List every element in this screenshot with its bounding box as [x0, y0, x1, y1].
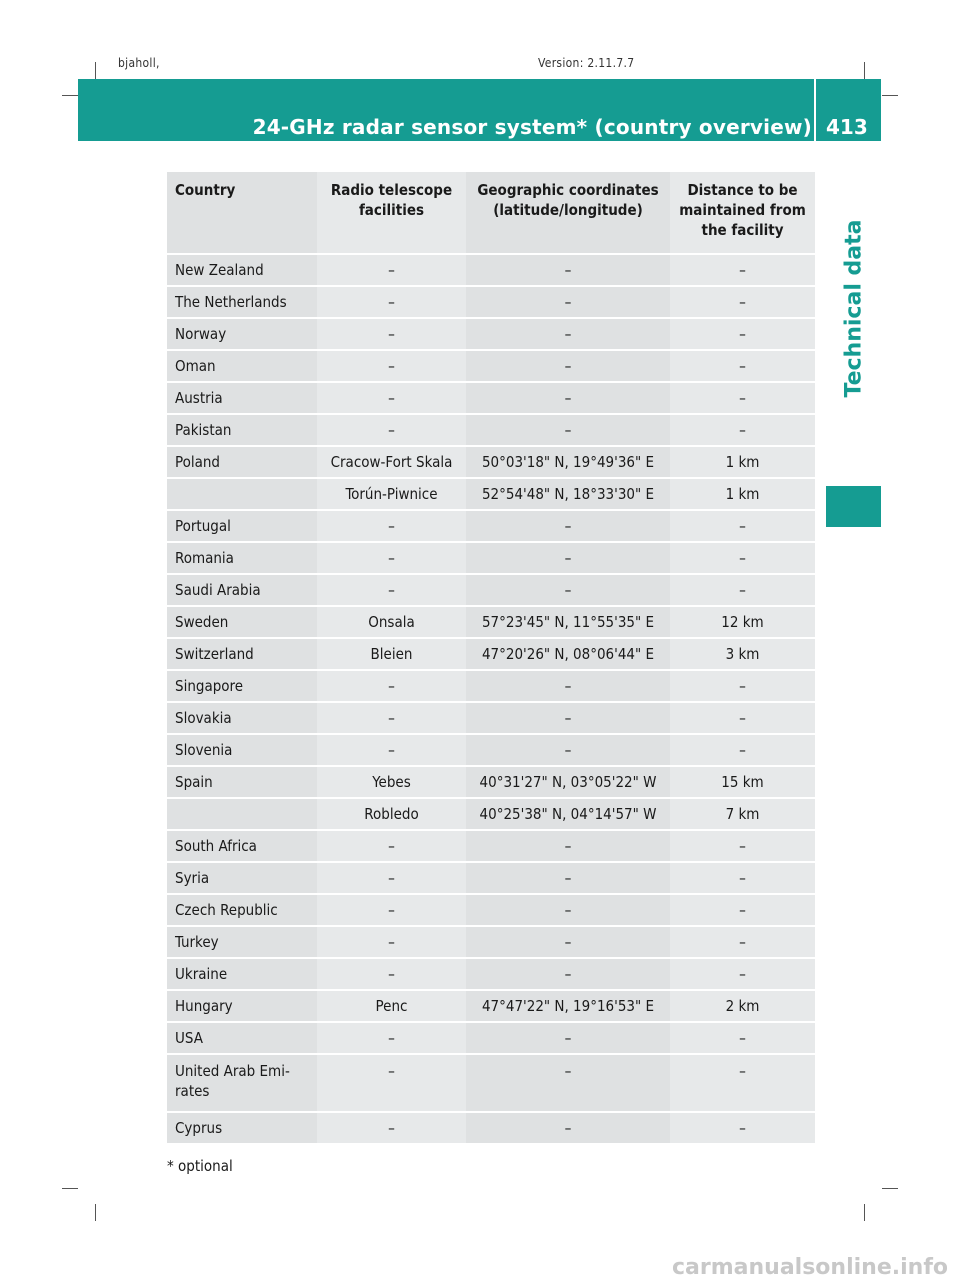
crop-mark [62, 95, 78, 96]
crop-mark [864, 62, 865, 79]
table-row [167, 1112, 815, 1144]
country-cell: Spain [167, 766, 317, 798]
coordinates-cell: – [466, 830, 670, 862]
facility-cell: Torún-Piwnice [317, 478, 466, 510]
crop-mark [95, 62, 96, 79]
facility-cell: – [317, 1022, 466, 1054]
facility-cell: Yebes [317, 766, 466, 798]
coordinates-cell: 52°54'48" N, 18°33'30" E [466, 478, 670, 510]
facility-cell: – [317, 894, 466, 926]
country-cell: Oman [167, 350, 317, 382]
country-overview-table [167, 172, 815, 1145]
facility-cell: – [317, 318, 466, 350]
distance-cell: – [670, 862, 815, 894]
country-cell: USA [167, 1022, 317, 1054]
country-cell: Turkey [167, 926, 317, 958]
table-row [167, 734, 815, 766]
distance-cell: – [670, 670, 815, 702]
header-country: Country [167, 172, 317, 254]
coordinates-cell: – [466, 702, 670, 734]
version-meta: Version: 2.11.7.7 [538, 56, 635, 70]
country-cell: Syria [167, 862, 317, 894]
coordinates-cell: – [466, 894, 670, 926]
table-row [167, 606, 815, 638]
coordinates-cell: 57°23'45" N, 11°55'35" E [466, 606, 670, 638]
table-row [167, 350, 815, 382]
header-distance: Distance to be maintained from the facility [670, 172, 815, 254]
facility-cell: – [317, 958, 466, 990]
country-cell: Hungary [167, 990, 317, 1022]
crop-mark [864, 1204, 865, 1221]
table-row [167, 254, 815, 286]
facility-cell: – [317, 382, 466, 414]
header-coordinates: Geographic coordinates (latitude/longitude) [466, 172, 670, 254]
country-cell: Saudi Arabia [167, 574, 317, 606]
country-cell: Singapore [167, 670, 317, 702]
coordinates-cell: – [466, 350, 670, 382]
facility-cell: – [317, 734, 466, 766]
crop-mark [62, 1188, 78, 1189]
table-row [167, 958, 815, 990]
coordinates-cell: – [466, 542, 670, 574]
table-row [167, 926, 815, 958]
distance-cell: 3 km [670, 638, 815, 670]
author-meta: bjaholl, [118, 56, 160, 70]
distance-cell: – [670, 1112, 815, 1144]
table-row [167, 702, 815, 734]
crop-mark [95, 1204, 96, 1221]
facility-cell: – [317, 510, 466, 542]
facility-cell: Onsala [317, 606, 466, 638]
section-tab [826, 141, 881, 476]
facility-cell: Bleien [317, 638, 466, 670]
header-divider [814, 79, 816, 141]
coordinates-cell: – [466, 1054, 670, 1112]
table-row [167, 1022, 815, 1054]
distance-cell: 15 km [670, 766, 815, 798]
watermark: carmanualsonline.info [672, 1255, 948, 1280]
distance-cell: – [670, 350, 815, 382]
country-cell: Switzerland [167, 638, 317, 670]
coordinates-cell: – [466, 382, 670, 414]
table-row [167, 638, 815, 670]
table-row [167, 318, 815, 350]
table-row [167, 670, 815, 702]
facility-cell: – [317, 926, 466, 958]
distance-cell: – [670, 958, 815, 990]
country-cell: Pakistan [167, 414, 317, 446]
country-cell: Cyprus [167, 1112, 317, 1144]
distance-cell: 1 km [670, 478, 815, 510]
table-row [167, 862, 815, 894]
country-cell: Slovakia [167, 702, 317, 734]
distance-cell: – [670, 414, 815, 446]
table-row [167, 446, 815, 478]
table-row [167, 894, 815, 926]
coordinates-cell: – [466, 958, 670, 990]
facility-cell: Cracow-Fort Skala [317, 446, 466, 478]
coordinates-cell: 47°20'26" N, 08°06'44" E [466, 638, 670, 670]
facility-cell: – [317, 542, 466, 574]
distance-cell: – [670, 734, 815, 766]
coordinates-cell: – [466, 286, 670, 318]
distance-cell: – [670, 1054, 815, 1112]
distance-cell: 7 km [670, 798, 815, 830]
facility-cell: – [317, 670, 466, 702]
page-title: 24-GHz radar sensor system* (country overview) [252, 115, 812, 139]
facility-cell: – [317, 862, 466, 894]
table-row [167, 1054, 815, 1112]
coordinates-cell: 40°31'27" N, 03°05'22" W [466, 766, 670, 798]
facility-cell: – [317, 350, 466, 382]
facility-cell: – [317, 702, 466, 734]
table-row [167, 478, 815, 510]
coordinates-cell: – [466, 318, 670, 350]
facility-cell: – [317, 414, 466, 446]
coordinates-cell: 50°03'18" N, 19°49'36" E [466, 446, 670, 478]
distance-cell: – [670, 702, 815, 734]
table-header-row [167, 172, 815, 254]
distance-cell: 12 km [670, 606, 815, 638]
country-cell: Romania [167, 542, 317, 574]
distance-cell: – [670, 574, 815, 606]
coordinates-cell: – [466, 254, 670, 286]
coordinates-cell: – [466, 574, 670, 606]
facility-cell: – [317, 1054, 466, 1112]
coordinates-cell: – [466, 862, 670, 894]
country-cell: Sweden [167, 606, 317, 638]
table-row [167, 830, 815, 862]
header-facility: Radio telescope facilities [317, 172, 466, 254]
table-row [167, 414, 815, 446]
facility-cell: – [317, 254, 466, 286]
coordinates-cell: 40°25'38" N, 04°14'57" W [466, 798, 670, 830]
table-row [167, 798, 815, 830]
country-cell: Czech Republic [167, 894, 317, 926]
crop-mark [882, 95, 898, 96]
table-row [167, 382, 815, 414]
country-cell: New Zealand [167, 254, 317, 286]
facility-cell: – [317, 574, 466, 606]
distance-cell: – [670, 926, 815, 958]
country-cell [167, 798, 317, 830]
distance-cell: – [670, 510, 815, 542]
country-cell [167, 478, 317, 510]
coordinates-cell: – [466, 510, 670, 542]
distance-cell: – [670, 1022, 815, 1054]
country-cell: Poland [167, 446, 317, 478]
country-cell: Norway [167, 318, 317, 350]
table-row [167, 766, 815, 798]
coordinates-cell: – [466, 414, 670, 446]
country-cell: South Africa [167, 830, 317, 862]
distance-cell: – [670, 542, 815, 574]
distance-cell: – [670, 254, 815, 286]
facility-cell: – [317, 830, 466, 862]
distance-cell: – [670, 894, 815, 926]
table-row [167, 542, 815, 574]
distance-cell: 1 km [670, 446, 815, 478]
crop-mark [882, 1188, 898, 1189]
country-cell: United Arab Emi-rates [167, 1054, 317, 1112]
facility-cell: – [317, 1112, 466, 1144]
country-cell: The Netherlands [167, 286, 317, 318]
distance-cell: – [670, 830, 815, 862]
country-cell: Ukraine [167, 958, 317, 990]
section-tab-marker [826, 486, 881, 527]
section-tab-label: Technical data [841, 219, 866, 398]
facility-cell: Robledo [317, 798, 466, 830]
coordinates-cell: – [466, 670, 670, 702]
country-cell: Slovenia [167, 734, 317, 766]
facility-cell: Penc [317, 990, 466, 1022]
distance-cell: 2 km [670, 990, 815, 1022]
table-row [167, 286, 815, 318]
table-row [167, 510, 815, 542]
distance-cell: – [670, 318, 815, 350]
distance-cell: – [670, 382, 815, 414]
country-cell: Portugal [167, 510, 317, 542]
table-row [167, 990, 815, 1022]
facility-cell: – [317, 286, 466, 318]
coordinates-cell: – [466, 734, 670, 766]
footnote: * optional [167, 1157, 233, 1175]
table-row [167, 574, 815, 606]
country-cell: Austria [167, 382, 317, 414]
coordinates-cell: – [466, 926, 670, 958]
page-number: 413 [826, 115, 868, 139]
coordinates-cell: – [466, 1112, 670, 1144]
distance-cell: – [670, 286, 815, 318]
coordinates-cell: – [466, 1022, 670, 1054]
coordinates-cell: 47°47'22" N, 19°16'53" E [466, 990, 670, 1022]
